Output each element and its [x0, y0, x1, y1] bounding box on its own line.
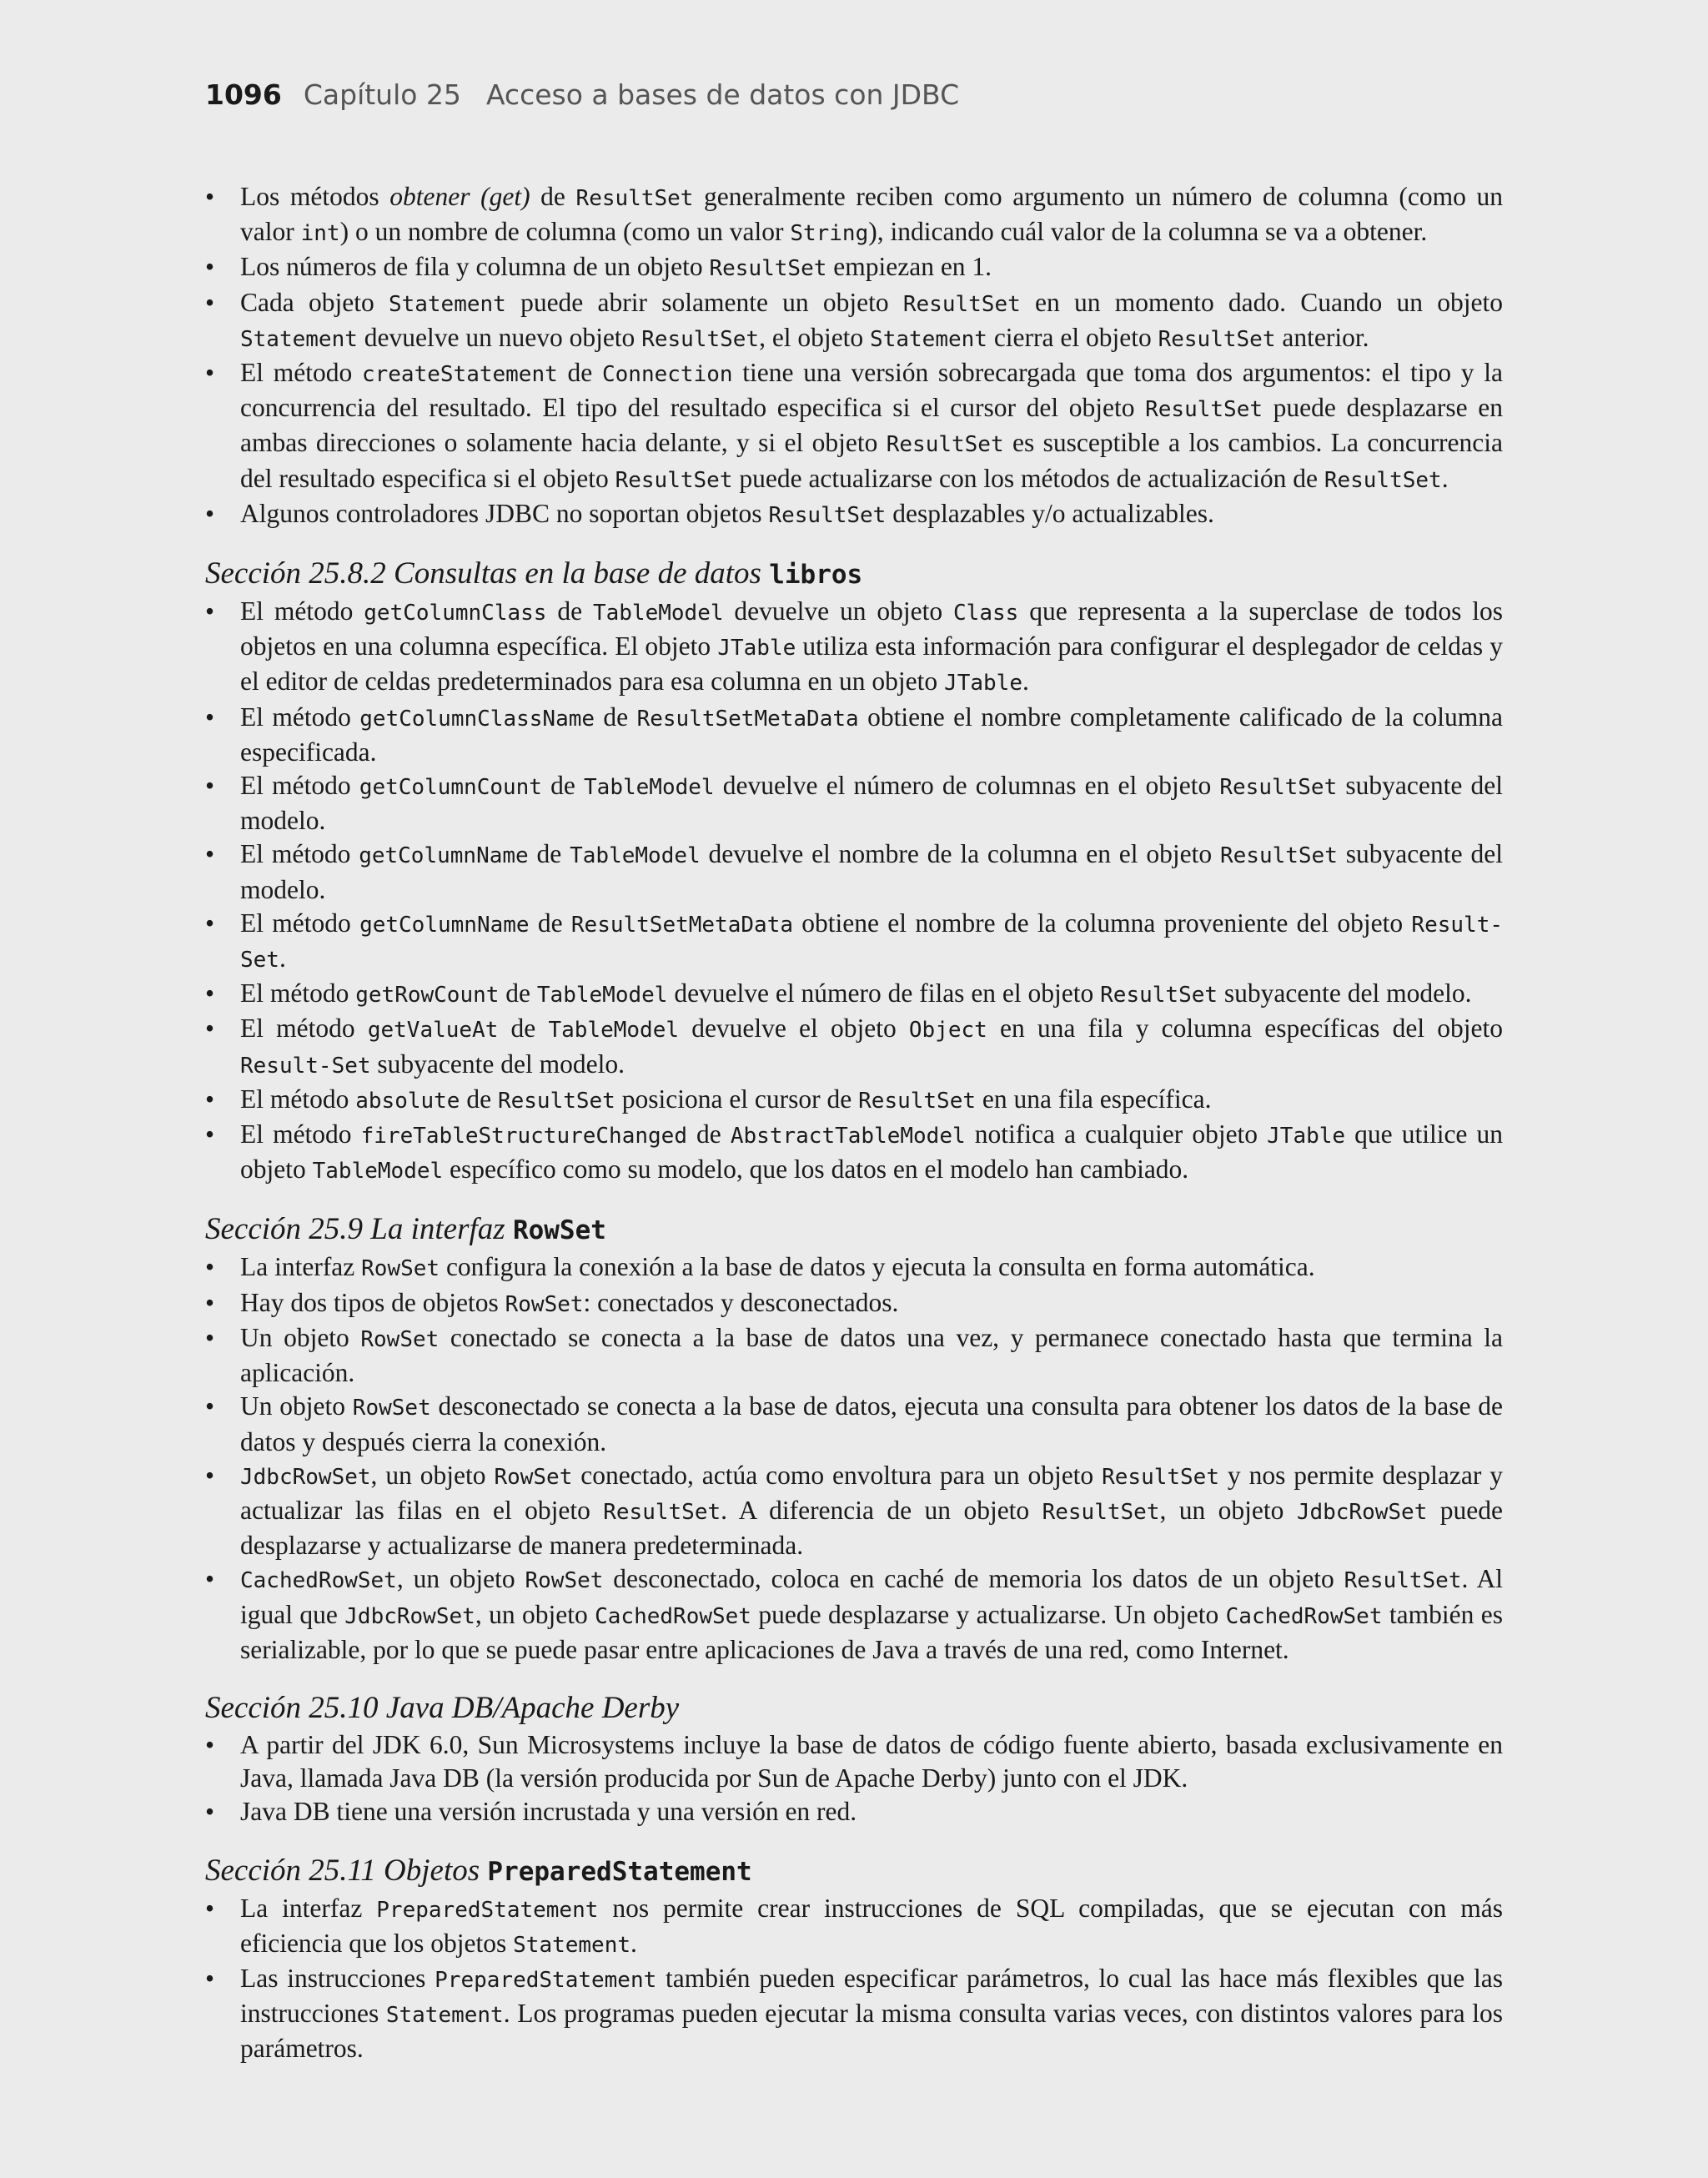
text-run: El método: [240, 358, 362, 388]
text-run: , un objeto: [475, 1599, 595, 1629]
code-term: getColumnName: [359, 843, 529, 869]
bullet-item: [205, 1012, 1503, 1082]
text-run: de: [498, 1014, 549, 1044]
code-term: fireTableStructureChanged: [360, 1124, 687, 1149]
section-title: [205, 556, 1503, 593]
text-run: anterior.: [1275, 322, 1369, 352]
code-term: ResultSet: [1102, 1464, 1219, 1490]
bullet-item: [205, 907, 1503, 977]
code-term: Class: [953, 601, 1019, 626]
text-run: El método: [240, 839, 359, 869]
text-run: El método: [240, 771, 359, 801]
code-term: Result-Set: [240, 912, 1503, 973]
text-run: puede desplazarse y actualizarse. Un objeto: [751, 1599, 1226, 1629]
text-run: El método: [240, 908, 360, 938]
text-run: El método: [240, 1119, 361, 1149]
text-run: Algunos controladores JDBC no soportan objetos: [240, 498, 769, 528]
text-run: conectado, actúa como envoltura para un objeto: [572, 1460, 1103, 1490]
bullet-item: [205, 286, 1503, 356]
code-term: ResultSet: [1100, 983, 1218, 1009]
text-run: también pueden especificar parámetros, lo cual las hace más flexibles que las instrucciones: [240, 1963, 1504, 2029]
code-term: RowSet: [525, 1568, 604, 1594]
intro-bullet-list: [205, 180, 1503, 532]
code-term: TableModel: [570, 843, 701, 869]
code-term: getValueAt: [367, 1018, 499, 1044]
code-term: Connection: [602, 362, 733, 388]
text-run: .: [279, 943, 286, 973]
code-term: ResultSet: [886, 432, 1004, 458]
code-term: JdbcRowSet: [240, 1464, 371, 1490]
page-header: [205, 78, 959, 111]
text-run: de: [686, 1119, 731, 1149]
text-run: posiciona el cursor de: [615, 1084, 859, 1114]
code-term: ResultSet: [768, 502, 887, 528]
code-term: Object: [908, 1018, 987, 1044]
text-run: devuelve un objeto: [723, 596, 954, 626]
sections-container: [205, 556, 1503, 2066]
section-bullet-list: [205, 595, 1503, 1188]
text-run: de: [530, 182, 576, 211]
text-run: y nos permite desplazar y actualizar las filas en el objeto: [240, 1460, 1503, 1525]
code-term: int: [300, 221, 340, 247]
text-run: específico como su modelo, que los datos en el modelo han cambiado.: [443, 1154, 1189, 1185]
text-run: . Al igual que: [240, 1564, 1503, 1629]
text-run: desconectado, coloca en caché de memoria los datos de un objeto: [603, 1564, 1344, 1594]
bullet-item: [205, 1118, 1503, 1188]
code-term: ResultSet: [858, 1088, 977, 1114]
code-term: TableModel: [592, 601, 724, 626]
code-term: getColumnName: [359, 912, 530, 938]
text-run: de: [460, 1084, 498, 1114]
text-run: subyacente del modelo.: [1218, 978, 1472, 1009]
text-run: : conectados y desconectados.: [583, 1287, 899, 1317]
text-run: , un objeto: [396, 1564, 525, 1594]
code-term: TableModel: [312, 1159, 444, 1185]
bullet-item: [205, 1892, 1503, 1962]
chapter-label: Capítulo 25: [303, 78, 461, 111]
text-run: subyacente del modelo.: [370, 1049, 625, 1079]
code-term: getColumnClassName: [359, 706, 595, 732]
text-run: tiene una versión sobrecargada que toma dos argumentos: el tipo y la concurrencia del resultado. El tipo del resultado especifica si el cursor del objeto: [240, 358, 1504, 423]
text-run: generalmente reciben como argumento un número de columna (como un valor: [240, 182, 1504, 247]
bullet-item: [205, 1795, 1503, 1828]
text-run: desconectado se conecta a la base de datos, ejecuta una consulta para obtener los datos de la base de datos y después cierra la conexión.: [240, 1391, 1504, 1456]
section-bullet-list: [205, 1250, 1503, 1666]
code-term: Statement: [870, 326, 987, 352]
text-run: obtiene el nombre completamente calificado de la columna especificada.: [240, 702, 1504, 767]
text-run: devuelve el objeto: [679, 1014, 909, 1044]
code-term: createStatement: [361, 362, 558, 388]
text-run: de: [546, 596, 593, 626]
text-run: Hay dos tipos de objetos: [240, 1287, 505, 1317]
text-run: . Los programas pueden ejecutar la misma consulta varias veces, con distintos valores para los parámetros.: [240, 1999, 1503, 2064]
text-run: El método: [240, 702, 360, 732]
text-run: que representa a la superclase de todos los objetos en una columna específica. El objeto: [240, 596, 1504, 661]
code-term: ResultSet: [497, 1088, 615, 1114]
text-run: en un momento dado. Cuando un objeto: [1020, 287, 1503, 317]
text-run: Las instrucciones: [240, 1963, 435, 1993]
bullet-item: [205, 837, 1503, 906]
code-term: ResultSet: [1219, 843, 1338, 869]
text-run: devuelve el número de filas en el objeto: [667, 978, 1101, 1009]
section-title-text: Sección 25.10 Java DB/Apache Derby: [205, 1690, 680, 1725]
bullet-item: [205, 180, 1503, 250]
text-run: , el objeto: [759, 322, 871, 352]
text-run: Cada objeto: [240, 287, 389, 317]
text-run: de: [528, 839, 570, 869]
text-run: puede desplazarse y actualizarse de manera predeterminada.: [240, 1495, 1503, 1561]
code-term: getRowCount: [355, 983, 500, 1009]
text-run: de: [529, 908, 571, 938]
code-term: RowSet: [494, 1464, 573, 1490]
text-run: ), indicando cuál valor de la columna se va a obtener.: [868, 217, 1428, 247]
code-term: Statement: [385, 2003, 504, 2029]
bullet-item: [205, 1728, 1503, 1795]
code-term: absolute: [355, 1088, 460, 1114]
text-run: desplazables y/o actualizables.: [886, 498, 1214, 528]
section-title: [205, 1690, 1503, 1727]
code-term: ResultSetMetaData: [636, 706, 859, 732]
code-term: CachedRowSet: [595, 1603, 751, 1629]
section-title-code: RowSet: [512, 1215, 606, 1246]
text-run: puede desplazarse en ambas direcciones o solamente hacia delante, y si el objeto: [240, 393, 1503, 458]
bullet-item: [205, 1321, 1503, 1390]
bullet-item: [205, 1459, 1503, 1563]
code-term: ResultSet: [1145, 397, 1263, 423]
code-term: getColumnClass: [364, 601, 547, 626]
bullet-item: [205, 356, 1503, 497]
bullet-item: [205, 1286, 1503, 1321]
text-run: A partir del JDK 6.0, Sun Microsystems incluye la base de datos de código fuente abierto, basada exclusivamente en Java, llamada Java DB (la versión producida por Sun de Apache Derby) junto con el JDK.: [240, 1729, 1503, 1793]
code-term: Statement: [388, 291, 506, 317]
text-run: de: [499, 978, 537, 1009]
text-run: subyacente del modelo.: [240, 771, 1503, 836]
text-run: utiliza esta información para configurar el desplegador de celdas y el editor de celdas predeterminados para esa columna en un objeto: [240, 631, 1504, 697]
page-number: 1096: [205, 78, 282, 111]
emphasis-text: obtener (get): [389, 182, 530, 211]
bullet-item: [205, 1083, 1503, 1118]
text-run: de: [595, 702, 637, 732]
text-run: devuelve un nuevo objeto: [357, 322, 642, 352]
text-run: La interfaz: [240, 1252, 362, 1282]
text-run: conectado se conecta a la base de datos una vez, y permanece conectado hasta que termina la aplicación.: [240, 1322, 1503, 1388]
section-title-text: Sección 25.11 Objetos: [205, 1853, 488, 1888]
text-run: Los métodos: [240, 182, 390, 211]
section-title: [205, 1211, 1503, 1249]
code-term: ResultSet: [1219, 775, 1338, 801]
text-run: La interfaz: [240, 1893, 377, 1923]
text-run: empiezan en 1.: [826, 252, 992, 282]
bullet-item: [205, 977, 1503, 1012]
code-term: ResultSet: [641, 326, 760, 352]
section-title-code: PreparedStatement: [487, 1856, 752, 1887]
summary-content: [205, 180, 1503, 2066]
code-term: JTable: [944, 671, 1022, 697]
text-run: notifica a cualquier objeto: [965, 1119, 1268, 1149]
code-term: ResultSetMetaData: [570, 912, 793, 938]
bullet-item: [205, 1250, 1503, 1285]
code-term: RowSet: [505, 1291, 584, 1317]
text-run: subyacente del modelo.: [240, 839, 1503, 904]
text-run: El método: [240, 596, 364, 626]
code-term: JTable: [1267, 1124, 1346, 1149]
code-term: RowSet: [361, 1256, 440, 1282]
code-term: RowSet: [360, 1326, 440, 1352]
code-term: JdbcRowSet: [344, 1603, 475, 1629]
text-run: en una fila específica.: [976, 1084, 1212, 1114]
text-run: Los números de fila y columna de un objeto: [240, 252, 710, 282]
text-run: de: [557, 358, 602, 388]
code-term: ResultSet: [603, 1499, 721, 1525]
section-title: [205, 1853, 1503, 1890]
text-run: puede abrir solamente un objeto: [505, 287, 903, 317]
code-term: Statement: [513, 1932, 631, 1958]
text-run: El método: [240, 1014, 368, 1044]
text-run: ) o un nombre de columna (como un valor: [339, 217, 791, 247]
text-run: nos permite crear instrucciones de SQL compiladas, que se ejecutan con más eficiencia que los objetos: [240, 1893, 1503, 1958]
code-term: ResultSet: [615, 467, 733, 493]
text-run: devuelve el nombre de la columna en el objeto: [700, 839, 1220, 869]
section-title-text: Sección 25.8.2 Consultas en la base de datos: [205, 556, 770, 591]
text-run: en una fila y columna específicas del objeto: [987, 1014, 1503, 1044]
code-term: PreparedStatement: [435, 1967, 657, 1993]
text-run: también es serializable, por lo que se puede pasar entre aplicaciones de Java a través de una red, como Internet.: [240, 1599, 1503, 1664]
code-term: RowSet: [352, 1396, 431, 1421]
section-bullet-list: [205, 1892, 1503, 2066]
text-run: que utilice un objeto: [240, 1119, 1503, 1185]
bullet-item: [205, 595, 1503, 701]
code-term: ResultSet: [575, 186, 694, 211]
code-term: JdbcRowSet: [1296, 1499, 1428, 1525]
code-term: getColumnCount: [359, 775, 542, 801]
text-run: El método: [240, 1084, 356, 1114]
text-run: Java DB tiene una versión incrustada y una versión en red.: [240, 1797, 857, 1827]
bullet-item: [205, 1962, 1503, 2066]
text-run: es susceptible a los cambios. La concurrencia del resultado especifica si el objeto: [240, 428, 1503, 493]
text-run: Un objeto: [240, 1322, 361, 1352]
code-term: CachedRowSet: [1225, 1603, 1383, 1629]
bullet-item: [205, 769, 1503, 837]
text-run: .: [630, 1928, 637, 1958]
code-term: PreparedStatement: [376, 1897, 599, 1923]
code-term: AbstractTableModel: [730, 1124, 966, 1149]
code-term: ResultSet: [902, 291, 1021, 317]
code-term: CachedRowSet: [240, 1568, 397, 1594]
code-term: TableModel: [584, 775, 715, 801]
code-term: String: [790, 221, 869, 247]
bullet-item: [205, 1562, 1503, 1667]
text-run: devuelve el número de columnas en el objeto: [714, 771, 1220, 801]
text-run: El método: [240, 978, 356, 1009]
code-term: JTable: [717, 636, 796, 661]
code-term: TableModel: [548, 1018, 680, 1044]
text-run: puede actualizarse con los métodos de actualización de: [732, 463, 1324, 493]
text-run: . A diferencia de un objeto: [721, 1495, 1042, 1525]
code-term: Statement: [240, 326, 358, 352]
section-bullet-list: [205, 1728, 1503, 1829]
chapter-title: Acceso a bases de datos con JDBC: [485, 78, 960, 111]
text-run: cierra el objeto: [987, 322, 1158, 352]
text-run: de: [541, 771, 585, 801]
bullet-item: [205, 250, 1503, 285]
text-run: Un objeto: [240, 1391, 353, 1421]
code-term: ResultSet: [1324, 467, 1442, 493]
code-term: ResultSet: [1344, 1568, 1462, 1594]
section-title-text: Sección 25.9 La interfaz: [205, 1212, 513, 1247]
text-run: , un objeto: [370, 1460, 495, 1490]
code-term: Result-Set: [240, 1053, 371, 1079]
bullet-item: [205, 1390, 1503, 1458]
code-term: ResultSet: [1042, 1499, 1160, 1525]
bullet-item: [205, 497, 1503, 532]
section-title-code: libros: [769, 560, 863, 591]
text-run: configura la conexión a la base de datos y ejecuta la consulta en forma automática.: [440, 1252, 1315, 1282]
bullet-item: [205, 701, 1503, 769]
text-run: , un objeto: [1159, 1495, 1297, 1525]
text-run: obtiene el nombre de la columna proveniente del objeto: [793, 908, 1412, 938]
code-term: ResultSet: [1158, 326, 1276, 352]
code-term: ResultSet: [709, 256, 827, 282]
code-term: TableModel: [536, 983, 668, 1009]
text-run: .: [1022, 666, 1029, 697]
text-run: .: [1441, 463, 1449, 493]
